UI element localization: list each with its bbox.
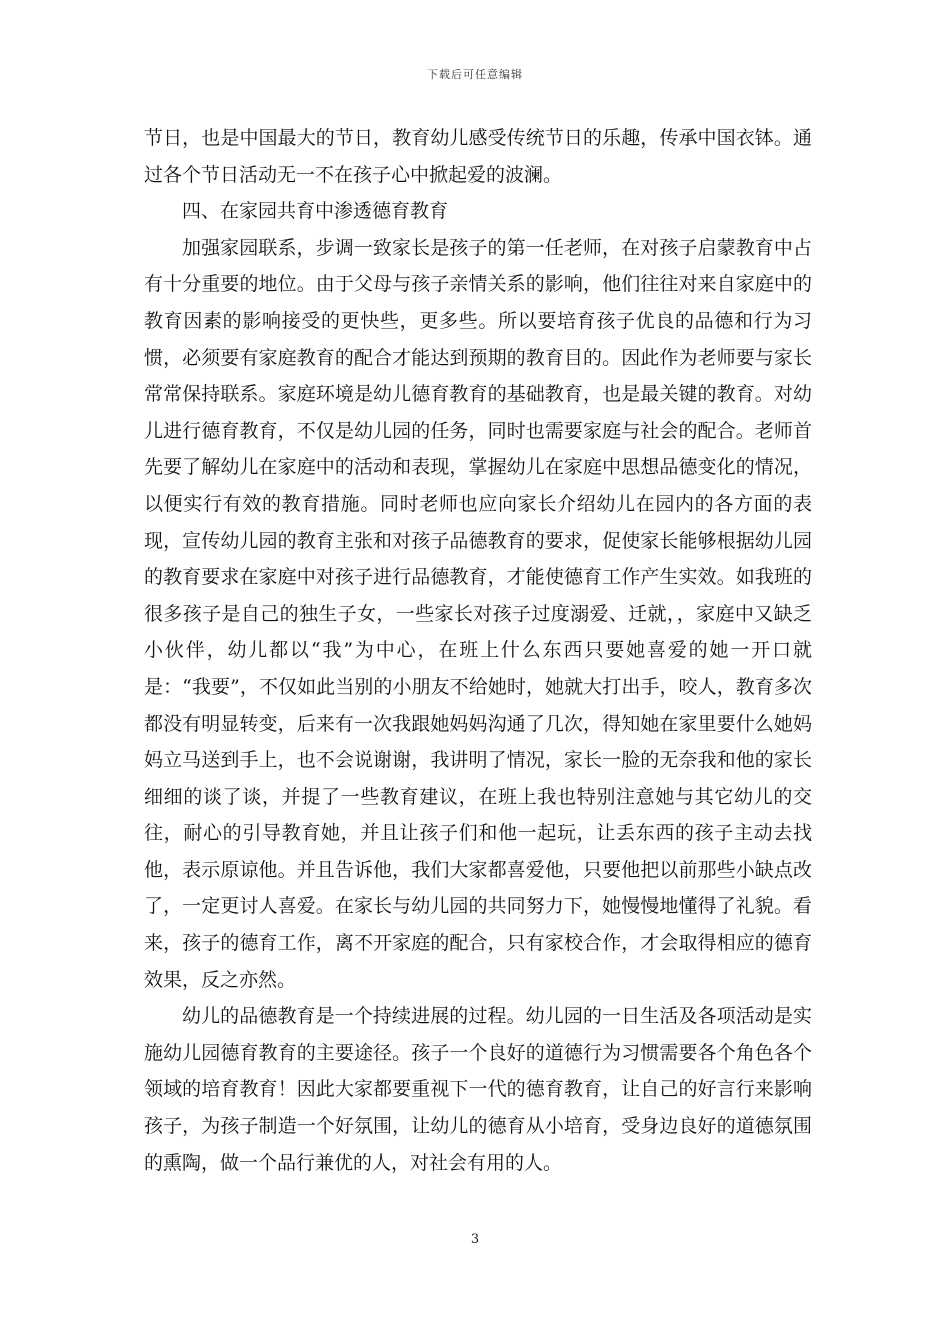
section-heading-home-school: 四、在家园共育中渗透德育教育 [182,200,449,223]
paragraph-conclusion: 幼儿的品德教育是一个持续进展的过程。幼儿园的一日生活及各项活动是实施幼儿园德育教育的主要途径。孩子一个良好的道德行为习惯需要各个角色各个领域的培育教育！因此大家都要重视下一代的德育教育，让自己的好言行来影响孩子，为孩子制造一个好氛围，让幼儿的德育从小培育，受身边良好的道德氛围的熏陶，做一个品行兼优的人，对社会有用的人。 [144,1005,812,1174]
page-header-note: 下载后可任意编辑 [427,68,523,81]
body-content [144,120,812,1181]
paragraph-festival-continuation: 节日，也是中国最大的节日，教育幼儿感受传统节日的乐趣，传承中国衣钵。通过各个节日活动无一不在孩子心中掀起爱的波澜。 [144,127,812,186]
paragraph-home-school-contact: 加强家园联系，步调一致家长是孩子的第一任老师，在对孩子启蒙教育中占有十分重要的地位。由于父母与孩子亲情关系的影响，他们往往对来自家庭中的教育因素的影响接受的更快些，更多些。所以要培育孩子优良的品德和行为习惯，必须要有家庭教育的配合才能达到预期的教育目的。因此作为老师要与家长常常保持联系。家庭环境是幼儿德育教育的基础教育，也是最关键的教育。对幼儿进行德育教育，不仅是幼儿园的任务，同时也需要家庭与社会的配合。老师首先要了解幼儿在家庭中的活动和表现，掌握幼儿在家庭中思想品德变化的情况，以便实行有效的教育措施。同时老师也应向家长介绍幼儿在园内的各方面的表现，宣传幼儿园的教育主张和对孩子品德教育的要求，促使家长能够根据幼儿园的教育要求在家庭中对孩子进行品德教育，才能使德育工作产生实效。如我班的很多孩子是自己的独生子女，一些家长对孩子过度溺爱、迁就，，家庭中又缺乏小伙伴，幼儿都以“我”为中心，在班上什么东西只要她喜爱的她一开口就是：“我要”，不仅如此当别的小朋友不给她时，她就大打出手，咬人，教育多次都没有明显转变，后来有一次我跟她妈妈沟通了几次，得知她在家里要什么她妈妈立马送到手上，也不会说谢谢，我讲明了情况，家长一脸的无奈我和他的家长细细的谈了谈，并提了一些教育建议，在班上我也特别注意她与其它幼儿的交往，耐心的引导教育她，并且让孩子们和他一起玩，让丢东西的孩子主动去找他，表示原谅他。并且告诉他，我们大家都喜爱他，只要他把以前那些小缺点改了，一定更讨人喜爱。在家长与幼儿园的共同努力下，她慢慢地懂得了礼貌。看来，孩子的德育工作，离不开家庭的配合，只有家校合作，才会取得相应的德育效果，反之亦然。 [144,236,812,991]
page-number: 3 [470,1232,480,1247]
